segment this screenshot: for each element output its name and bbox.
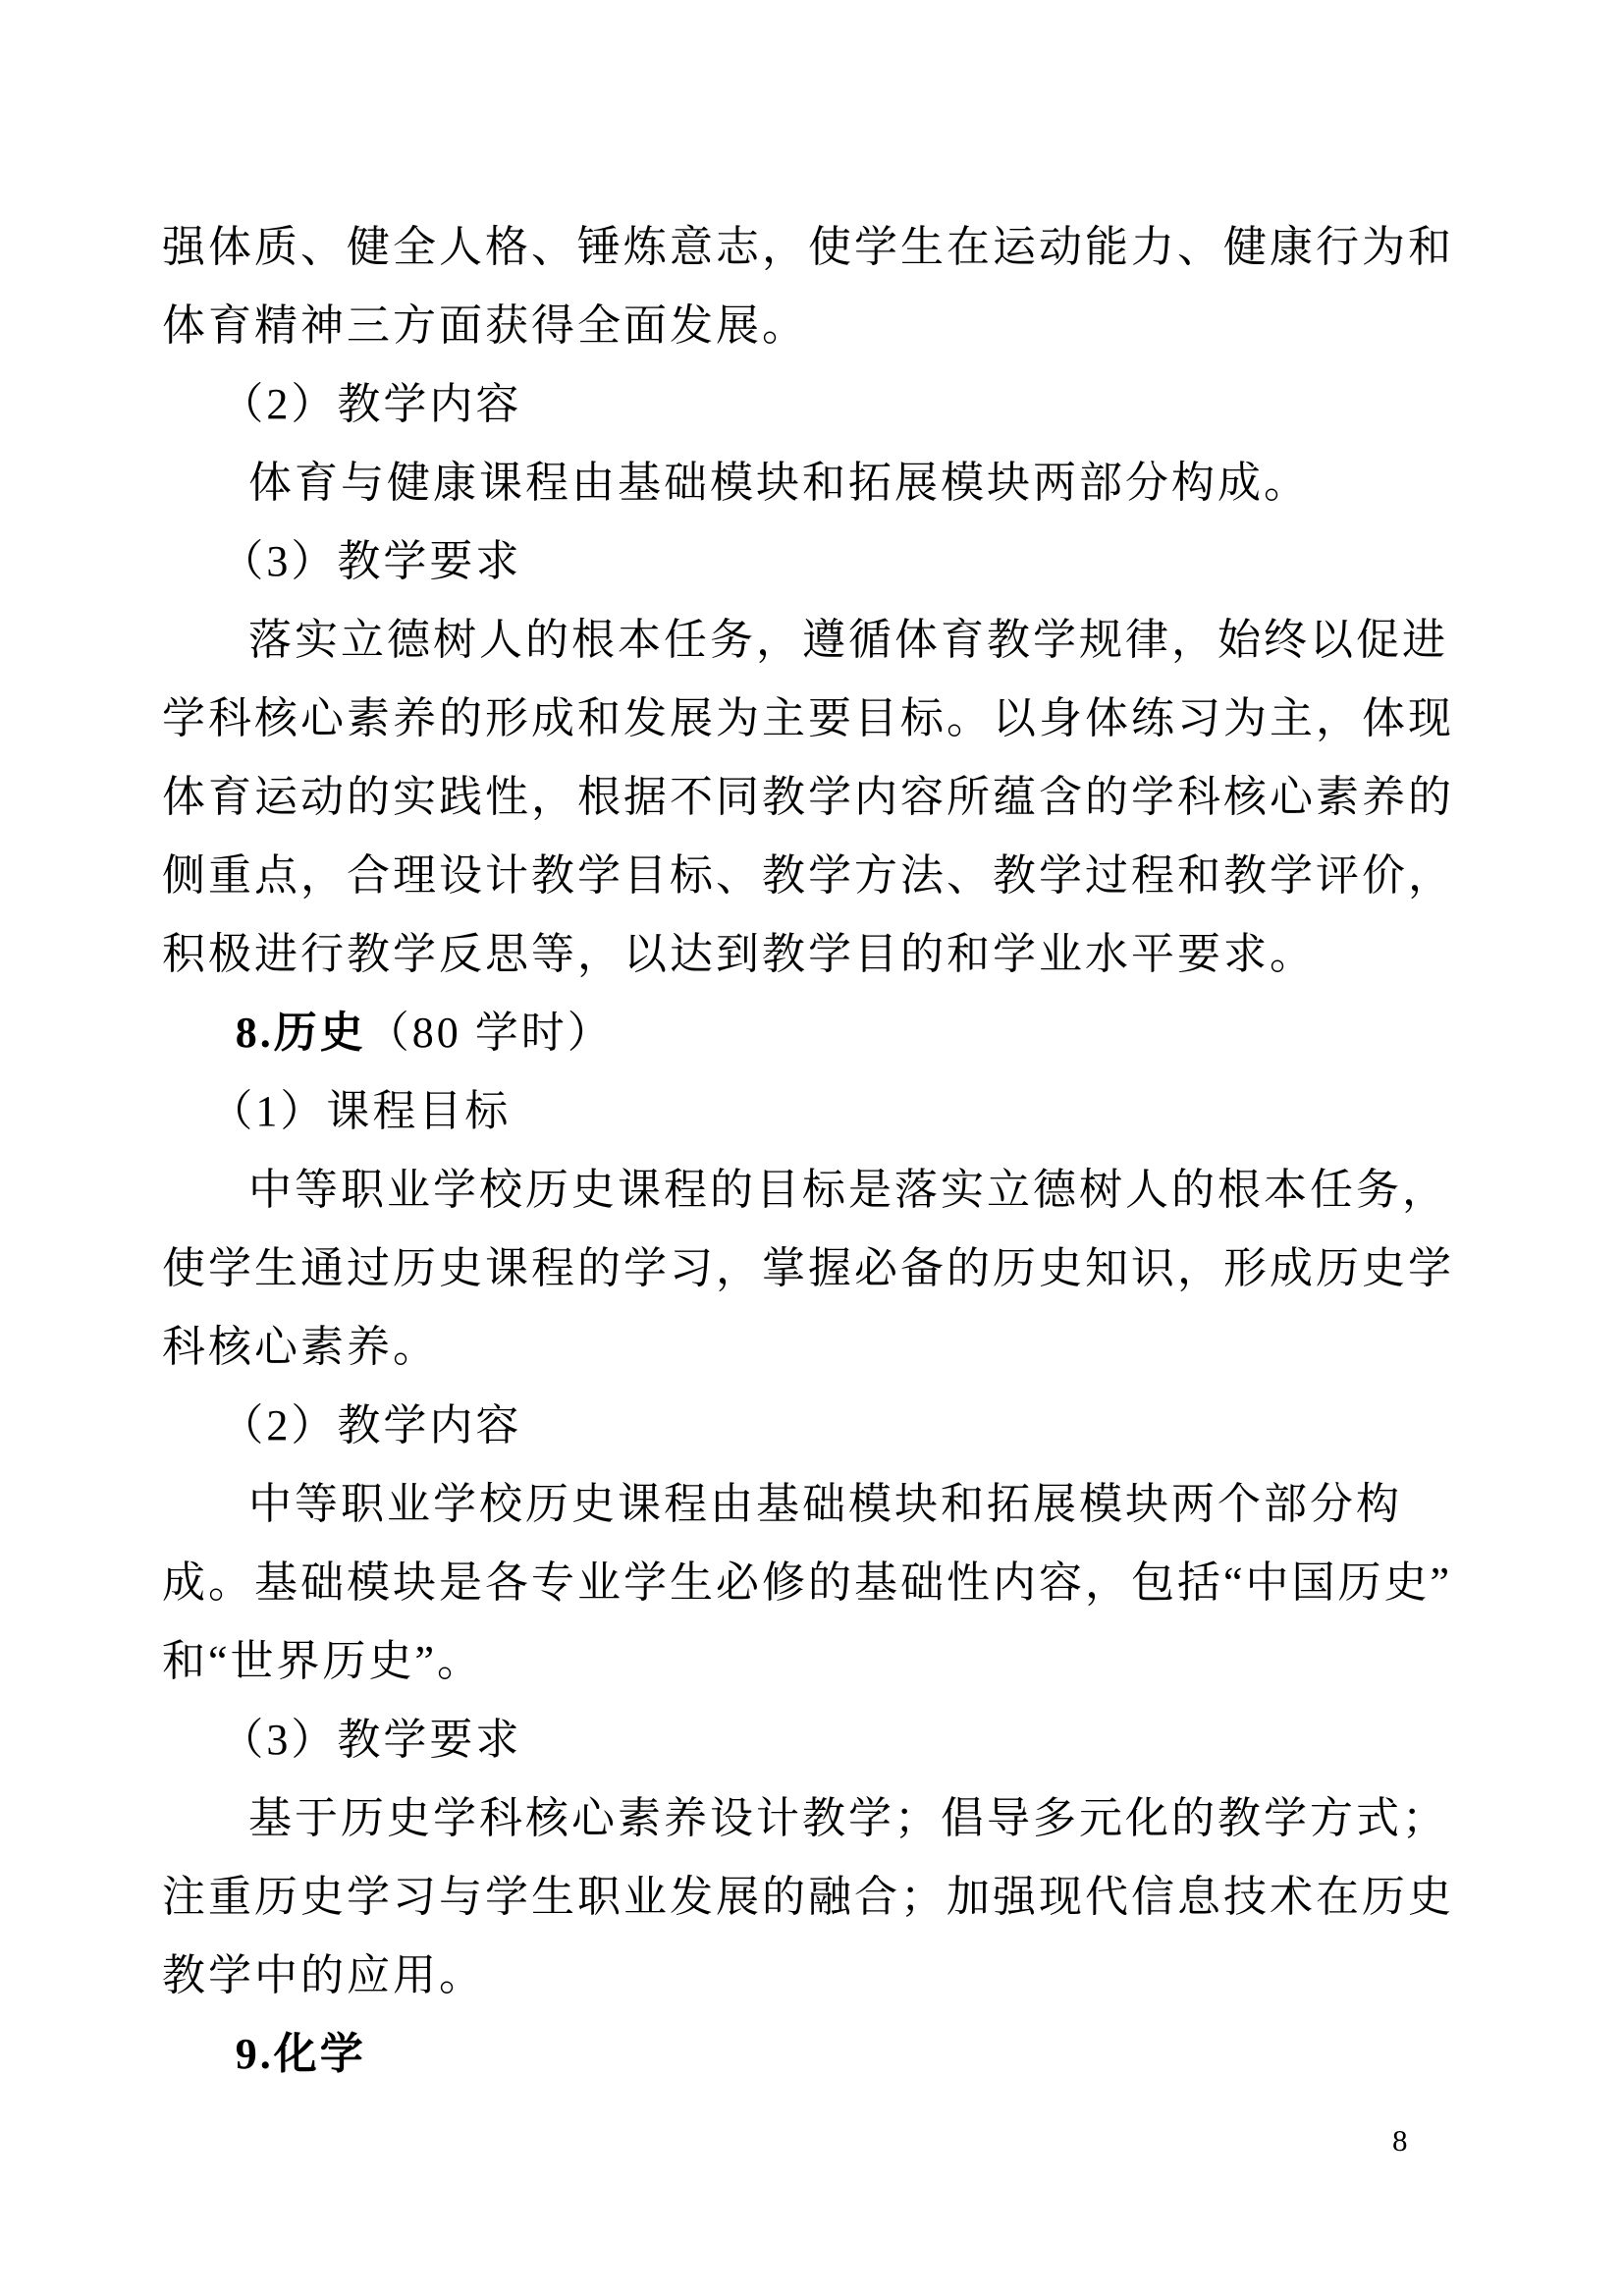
- body-text: （80 学时）: [365, 1009, 614, 1057]
- text-line: [162, 1072, 1466, 1151]
- text-line: [162, 601, 1466, 680]
- body-text: 体育与健康课程由基础模块和拓展模块两部分构成。: [248, 459, 1310, 507]
- text-line: [162, 680, 1466, 758]
- body-text: （2）教学内容: [220, 380, 522, 428]
- text-line: [162, 1779, 1466, 1858]
- text-line: [162, 1308, 1466, 1387]
- text-line: [162, 915, 1466, 994]
- text-line: [162, 444, 1466, 522]
- body-text: 中等职业学校历史课程的目标是落实立德树人的根本任务，: [248, 1166, 1448, 1214]
- text-line: [162, 522, 1466, 601]
- heading-text: 8.历史: [235, 1009, 366, 1057]
- body-text: （1）课程目标: [209, 1087, 512, 1135]
- body-text: 体育运动的实践性，根据不同教学内容所蕴含的学科核心素养的: [162, 773, 1454, 821]
- text-line: [162, 1387, 1466, 1465]
- text-line: [162, 1151, 1466, 1230]
- body-text: 落实立德树人的根本任务，遵循体育教学规律，始终以促进: [248, 616, 1448, 664]
- body-text: 教学中的应用。: [162, 1951, 485, 1999]
- body-text: 体育精神三方面获得全面发展。: [162, 301, 808, 350]
- body-text: （3）教学要求: [220, 1716, 522, 1764]
- text-line: [162, 837, 1466, 915]
- text-line: [162, 365, 1466, 444]
- heading-text: 9.化学: [235, 2030, 366, 2078]
- body-text: 侧重点，合理设计教学目标、教学方法、教学过程和教学评价，: [162, 851, 1454, 900]
- body-text: 注重历史学习与学生职业发展的融合；加强现代信息技术在历史: [162, 1873, 1454, 1921]
- body-text: 基于历史学科核心素养设计教学；倡导多元化的教学方式；: [248, 1794, 1448, 1842]
- page-number: 8: [1392, 2123, 1408, 2158]
- body-text: 成。基础模块是各专业学生必修的基础性内容，包括“中国历史”: [162, 1558, 1453, 1607]
- text-line: [162, 1465, 1466, 1544]
- text-line: [162, 994, 1466, 1072]
- text-line: [162, 208, 1466, 287]
- body-text: 使学生通过历史课程的学习，掌握必备的历史知识，形成历史学: [162, 1244, 1454, 1292]
- body-text: 中等职业学校历史课程由基础模块和拓展模块两个部分构: [248, 1480, 1402, 1528]
- body-text: 积极进行教学反思等，以达到教学目的和学业水平要求。: [162, 930, 1316, 978]
- text-line: [162, 1622, 1466, 1701]
- body-text: （2）教学内容: [220, 1401, 522, 1449]
- body-text: 和“世界历史”。: [162, 1637, 484, 1685]
- text-line: [162, 1858, 1466, 1937]
- text-line: [162, 1701, 1466, 1779]
- text-line: [162, 1544, 1466, 1622]
- body-text: 科核心素养。: [162, 1323, 439, 1371]
- text-line: [162, 287, 1466, 365]
- document-body: [162, 208, 1466, 2094]
- body-text: （3）教学要求: [220, 537, 522, 585]
- text-line: [162, 1230, 1466, 1308]
- body-text: 强体质、健全人格、锤炼意志，使学生在运动能力、健康行为和: [162, 223, 1454, 271]
- text-line: [162, 758, 1466, 837]
- text-line: [162, 1937, 1466, 2015]
- text-line: [162, 2015, 1466, 2094]
- body-text: 学科核心素养的形成和发展为主要目标。以身体练习为主，体现: [162, 694, 1454, 742]
